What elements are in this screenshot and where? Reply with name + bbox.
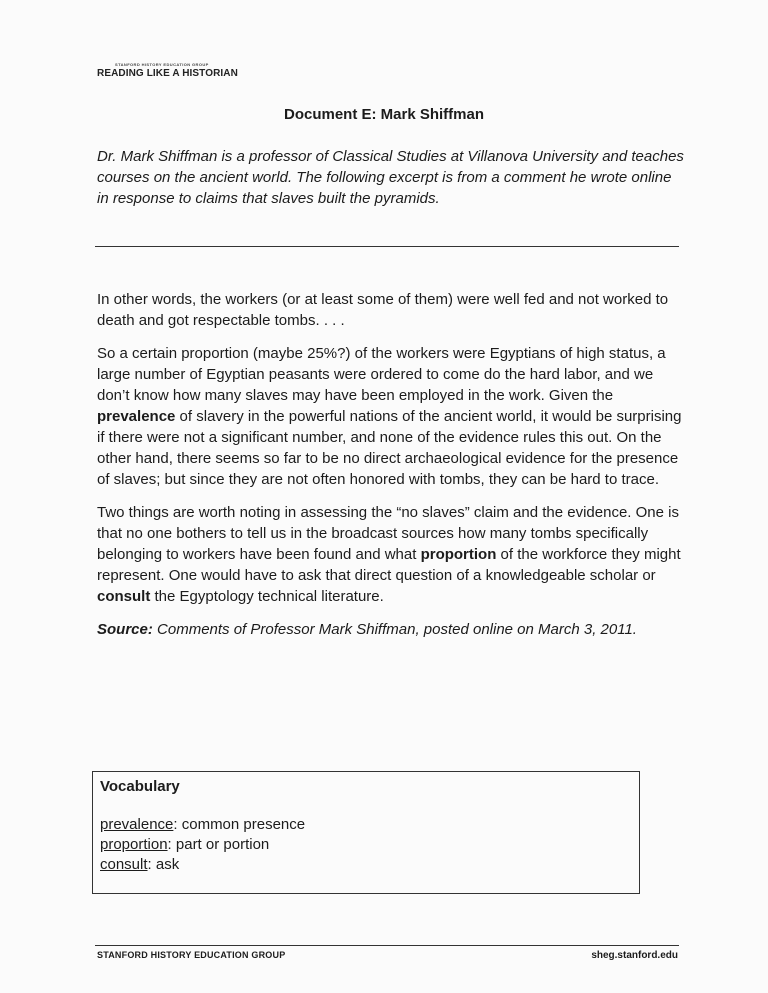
- vocab-item: [100, 815, 632, 835]
- vocab-term: prevalence: [100, 816, 174, 833]
- vocab-definition: : part or portion: [167, 836, 270, 853]
- paragraph-2-text-b: of slavery in the powerful nations of the ancient world, it would be surprising if there were not a significant number, and none of the evidence rules this out. On the other hand, there seems so far to be no direct archaeological evidence for the presence of slaves; but since they are not often honored with tombs, they can be hard to trace.: [97, 408, 682, 488]
- paragraph-3-text-a: Two things are worth noting in assessing the “no slaves” claim and the evidence. One is that no one bothers to tell us in the broadcast sources how many tombs specifically belonging to workers have been found and what: [97, 504, 679, 563]
- term-prevalence: prevalence: [97, 408, 176, 425]
- vocabulary-box: [92, 771, 640, 894]
- paragraph-2-text-a: So a certain proportion (maybe 25%?) of the workers were Egyptians of high status, a large number of Egyptian peasants were ordered to come do the hard labor, and we don’t know how many slaves may have been employed in the work. Given the: [97, 345, 666, 404]
- document-title: Document E: Mark Shiffman: [283, 106, 485, 123]
- vocab-definition: : ask: [147, 856, 180, 873]
- vocab-term: consult: [100, 856, 148, 873]
- vocab-item: [100, 835, 632, 855]
- term-consult: consult: [97, 588, 151, 605]
- divider: [95, 246, 679, 247]
- vocab-definition: : common presence: [173, 816, 306, 833]
- term-proportion: proportion: [420, 546, 497, 563]
- paragraph-1-text: In other words, the workers (or at least some of them) were well fed and not worked to death and got respectable tombs. . . .: [97, 291, 669, 329]
- paragraph-3-text-c: the Egyptology technical literature.: [150, 588, 384, 605]
- vocabulary-title: Vocabulary: [100, 778, 180, 795]
- excerpt-body: [97, 289, 687, 652]
- source-text: Comments of Professor Mark Shiffman, posted online on March 3, 2011.: [152, 621, 637, 638]
- paragraph-3: [97, 502, 687, 607]
- source-label: Source:: [97, 621, 153, 638]
- footer-org: STANFORD HISTORY EDUCATION GROUP: [97, 950, 286, 960]
- logo: [97, 62, 238, 79]
- paragraph-1: [97, 289, 687, 331]
- vocab-item: [100, 855, 632, 875]
- logo-small-text: STANFORD HISTORY EDUCATION GROUP: [115, 62, 209, 67]
- footer-url[interactable]: sheg.stanford.edu: [591, 950, 678, 961]
- vocab-term: proportion: [100, 836, 168, 853]
- logo-main-text: READING LIKE A HISTORIAN: [97, 68, 238, 79]
- footer-divider: [95, 945, 679, 946]
- document-intro: Dr. Mark Shiffman is a professor of Classical Studies at Villanova University and teaches courses on the ancient world. The following excerpt is from a comment he wrote online in response to claims that slaves built the pyramids.: [97, 148, 684, 207]
- paragraph-3-text-b: of the workforce they might represent. One would have to ask that direct question of a knowledgeable scholar or: [97, 546, 681, 584]
- paragraph-2: [97, 343, 687, 490]
- source-citation: [97, 619, 687, 640]
